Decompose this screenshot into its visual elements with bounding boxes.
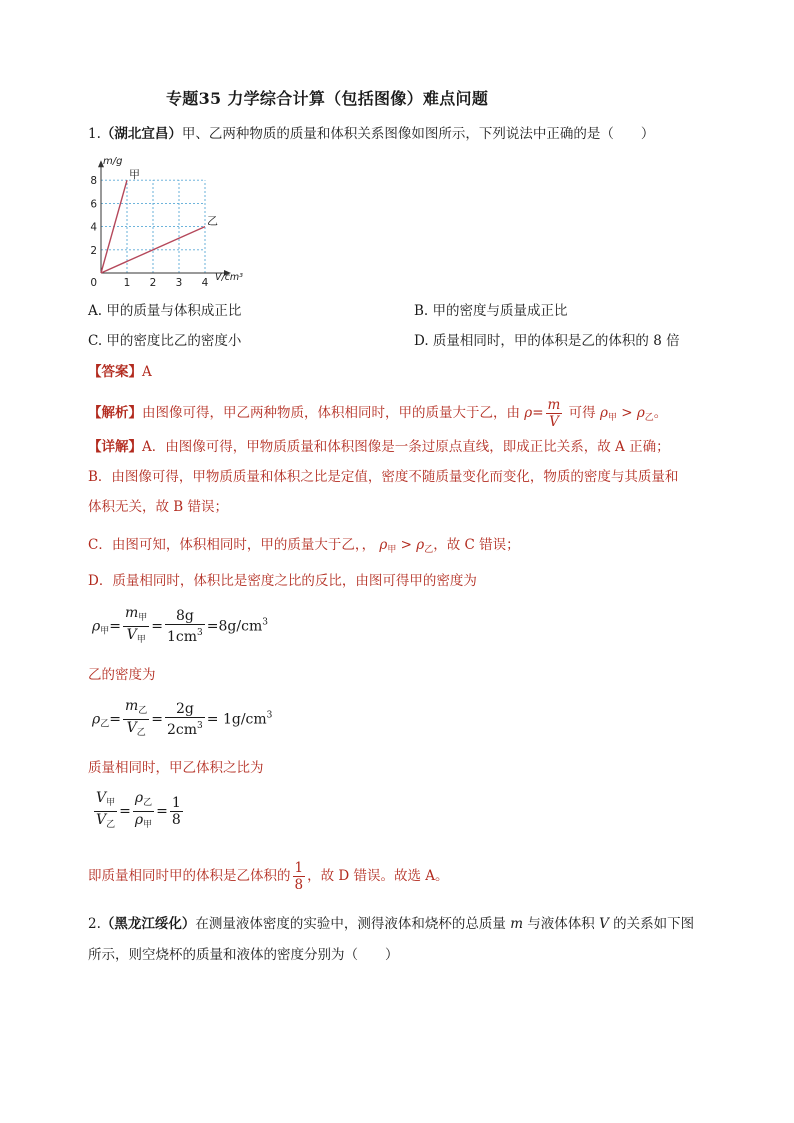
numerator-value: 1: [294, 860, 304, 876]
sub-jia: 甲: [607, 413, 617, 423]
option-b[interactable]: B. 甲的密度与质量成正比: [414, 303, 568, 319]
equation-volume-ratio: [92, 790, 185, 833]
fraction-values: [165, 608, 205, 645]
equation-result: = 1g/cm: [206, 711, 267, 728]
y-tick-label: 2: [90, 244, 97, 257]
sub-jia: 甲: [138, 613, 148, 623]
fraction-v-ratio: [94, 790, 117, 833]
fraction-one-eighth: [293, 860, 306, 893]
sub-yi: 乙: [138, 706, 148, 716]
option-c[interactable]: C. 甲的密度比乙的密度小: [88, 333, 242, 349]
analysis-tail: 可得: [568, 405, 596, 421]
density-formula: [546, 397, 563, 430]
question-number: 2.: [88, 916, 101, 932]
sub-jia: 甲: [136, 635, 146, 645]
cube-superscript: 3: [266, 710, 273, 721]
sub-yi: 乙: [136, 728, 146, 738]
detail-c-text: C．由图可知，体积相同时，甲的质量大于乙，，: [88, 537, 376, 553]
formula-denominator: V: [549, 414, 559, 430]
question-text: 在测量液体密度的实验中，测得液体和烧杯的总质量: [195, 916, 511, 932]
fraction-values: [165, 701, 205, 738]
question-source: （湖北宜昌）: [100, 126, 182, 142]
y-tick-label: 6: [90, 198, 97, 211]
greater-than: >: [400, 537, 412, 553]
question-text: 的关系如下图: [608, 916, 695, 932]
sub-jia: 甲: [387, 545, 397, 555]
rho-symbol: ρ: [379, 537, 388, 553]
answer-label: 【答案】: [88, 364, 142, 380]
analysis-label: 【解析】: [88, 405, 142, 421]
y-tick-label: 4: [90, 221, 97, 234]
page-title: 专题35 力学综合计算（包括图像）难点问题: [166, 89, 489, 108]
mass-volume-chart: [86, 150, 266, 290]
denominator-value: 1cm: [167, 629, 198, 645]
numerator-value: 1: [171, 795, 181, 811]
cube-superscript: 3: [197, 721, 203, 731]
rho-symbol: ρ: [599, 405, 608, 421]
detail-b-2: 体积无关，故 B 错误；: [88, 499, 229, 515]
conclusion-tail: ，故 D 错误。故选 A。: [307, 868, 449, 884]
ratio-label: 质量相同时，甲乙体积之比为: [88, 760, 264, 776]
y-axis-label: m/g: [103, 156, 123, 168]
origin-label: 0: [90, 277, 97, 289]
sub-jia: 甲: [106, 798, 116, 808]
v-symbol: V: [96, 812, 107, 828]
x-tick-label: 3: [175, 277, 183, 289]
sub-jia: 甲: [100, 626, 110, 637]
v-symbol: V: [96, 790, 107, 806]
equation-yi-density: [92, 698, 272, 741]
rho-symbol: ρ: [134, 812, 144, 828]
question-text: 甲、乙两种物质的质量和体积关系图像如图所示，下列说法中正确的是（ ）: [181, 126, 655, 142]
equals-sign: =: [151, 711, 164, 728]
rho-symbol: ρ: [92, 711, 101, 728]
fraction-m-over-v: [123, 698, 149, 741]
question-1-stem: [88, 124, 654, 144]
equals-sign: =: [109, 711, 121, 728]
m-symbol: m: [124, 698, 139, 714]
detail-a: [88, 437, 670, 457]
x-tick-label: 4: [201, 277, 209, 289]
denominator-value: 2cm: [167, 722, 198, 738]
series-line: [101, 180, 127, 273]
answer-value: A: [142, 364, 152, 380]
rho-symbol: ρ: [134, 790, 144, 806]
x-axis-label: V/cm³: [215, 272, 243, 283]
detail-a-text: A．由图像可得，甲物质质量和体积图像是一条过原点直线，即成正比关系，故 A 正确；: [142, 439, 670, 455]
equation-result: =8g/cm: [206, 618, 263, 635]
yi-density-label: 乙的密度为: [88, 667, 156, 683]
v-symbol: V: [126, 720, 137, 736]
numerator-value: 2g: [165, 701, 205, 718]
analysis-line: [88, 397, 667, 430]
sub-yi: 乙: [100, 719, 110, 730]
rho-symbol: ρ: [524, 405, 533, 421]
series-label: 甲: [129, 168, 140, 182]
question-number: 1.: [88, 126, 101, 142]
equals-sign: =: [119, 803, 131, 820]
question-2-stem-line2: 所示，则空烧杯的质量和液体的密度分别为（ ）: [88, 947, 399, 963]
detail-c-tail: ，故 C 错误；: [433, 537, 520, 553]
period: 。: [653, 405, 668, 421]
sub-yi: 乙: [143, 798, 153, 808]
denominator-value: 8: [171, 812, 181, 828]
denominator-value: 8: [294, 877, 304, 893]
answer-line: [88, 362, 152, 382]
detail-label: 【详解】: [88, 439, 142, 455]
sub-yi: 乙: [644, 413, 654, 423]
equation-jia-density: [92, 605, 268, 648]
equals-sign: =: [109, 618, 121, 635]
option-a[interactable]: A. 甲的质量与体积成正比: [88, 303, 242, 319]
cube-superscript: 3: [197, 628, 203, 638]
question-text: 与液体体积: [523, 916, 600, 932]
fraction-one-eighth: [170, 795, 183, 828]
greater-than: >: [621, 405, 633, 421]
m-symbol: m: [124, 605, 139, 621]
conclusion-line: [88, 860, 449, 893]
y-tick-label: 8: [90, 175, 97, 188]
detail-b-1: B．由图像可得，甲物质质量和体积之比是定值，密度不随质量变化而变化，物质的密度与其质量和: [88, 469, 679, 485]
rho-symbol: ρ: [416, 537, 425, 553]
analysis-text: 由图像可得，甲乙两种物质，体积相同时，甲的质量大于乙，由: [142, 405, 520, 421]
detail-c: [88, 535, 520, 560]
v-symbol: V: [599, 916, 609, 932]
sub-jia: 甲: [143, 820, 153, 830]
equals-sign: =: [151, 618, 164, 635]
detail-d: D．质量相同时，体积比是密度之比的反比，由图可得甲的密度为: [88, 573, 477, 589]
equals-sign: =: [532, 405, 544, 421]
cube-superscript: 3: [262, 617, 268, 628]
fraction-rho-ratio: [133, 790, 154, 833]
series-label: 乙: [207, 214, 218, 228]
rho-symbol: ρ: [92, 618, 101, 635]
sub-yi: 乙: [106, 820, 116, 830]
equals-sign: =: [156, 803, 168, 820]
question-source: （黑龙江绥化）: [100, 916, 196, 932]
question-2-stem: [88, 914, 694, 934]
x-tick-label: 2: [149, 277, 157, 289]
option-d[interactable]: D. 质量相同时，甲的体积是乙的体积的 8 倍: [414, 333, 680, 349]
sub-yi: 乙: [424, 545, 434, 555]
m-symbol: m: [510, 916, 523, 932]
x-tick-label: 1: [123, 277, 131, 289]
numerator-value: 8g: [165, 608, 205, 625]
formula-numerator: m: [547, 397, 561, 413]
v-symbol: V: [126, 627, 137, 643]
rho-symbol: ρ: [636, 405, 645, 421]
conclusion-text: 即质量相同时甲的体积是乙体积的: [88, 868, 291, 884]
fraction-m-over-v: [123, 605, 149, 648]
